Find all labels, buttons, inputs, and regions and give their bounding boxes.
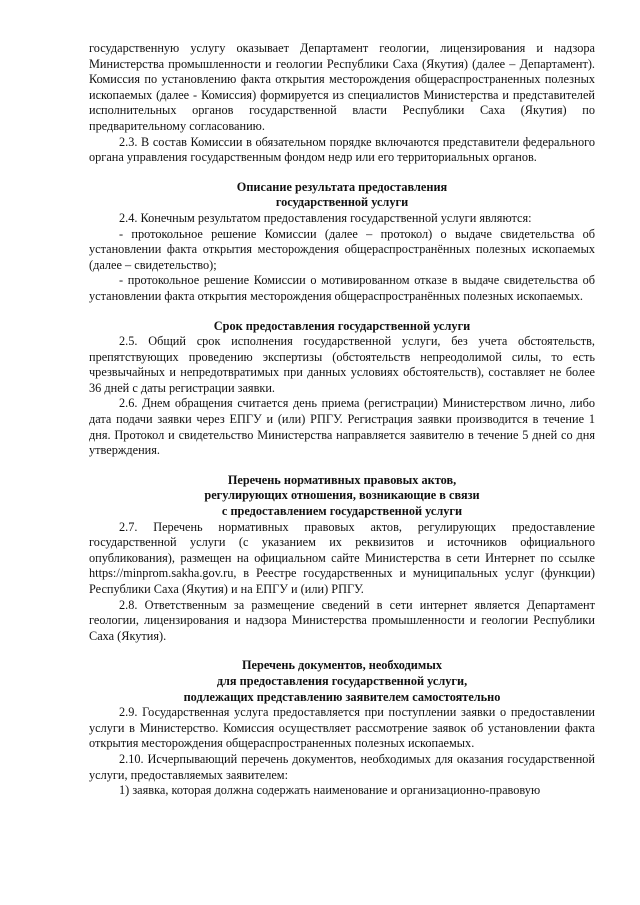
result-item-2: - протокольное решение Комиссии о мотивированном отказе в выдаче свидетельства об установлении факта открытия месторождения общераспространённых полезных ископаемых. (89, 273, 595, 303)
intro-paragraph: государственную услугу оказывает Департамент геологии, лицензирования и надзора Министерства промышленности и геологии Республики Саха (Якутия) (далее – Департамент). Комиссия по установлению факта открытия месторождения общераспространенных полезных ископаемых (далее - Комиссия) формируется из специалистов Министерства и представителей исполнительных органов государственной власти Республики Саха (Якутия) по предварительному согласованию. (89, 41, 595, 133)
result-item-1: - протокольное решение Комиссии (далее – протокол) о выдаче свидетельства об установлении факта открытия месторождения общераспространённых полезных ископаемых (далее – свидетельство); (89, 226, 595, 272)
paragraph-2-5: 2.5. Общий срок исполнения государственной услуги, без учета обстоятельств, препятствующих проведению экспертизы (обстоятельств непреодолимой силы, то есть чрезвычайных и непредотвратимых при данных условиях обстоятельств), составляет не более 36 дней с даты регистрации заявки. (89, 334, 595, 395)
section-result-heading-line2: государственной услуги (275, 195, 409, 210)
section-docs-heading-line2: для предоставления государственной услуги, (216, 673, 468, 688)
section-result-heading-line1: Описание результата предоставления (236, 179, 448, 194)
paragraph-2-3: 2.3. В состав Комиссии в обязательном порядке включаются представители федерального органа управления государственным фондом недр или его территориальных органов. (89, 134, 595, 165)
section-result (89, 180, 595, 305)
section-acts-heading-line1: Перечень нормативных правовых актов, (227, 472, 457, 487)
section-term (89, 319, 595, 459)
paragraph-2-6: 2.6. Днем обращения считается день приема (регистрации) Министерством лично, либо дата подачи заявки через ЕПГУ и (или) РПГУ. Регистрация заявки производится в течение 1 дня. Протокол и свидетельство Министерства направляется заявителю в течение 5 дней со дня утверждения. (89, 396, 595, 458)
section-docs-heading-line3: подлежащих представлению заявителем самостоятельно (183, 689, 501, 704)
paragraph-2-9: 2.9. Государственная услуга предоставляется при поступлении заявки о предоставлении услуги в Министерство. Комиссия осуществляет рассмотрение заявок об установлении факта открытия месторождения общераспространенных полезных ископаемых. (89, 705, 595, 751)
section-acts-heading-line3: с предоставлением государственной услуги (221, 504, 463, 519)
paragraph-2-7: 2.7. Перечень нормативных правовых актов, регулирующих предоставление государственной услуги (с указанием их реквизитов и источников официального опубликования), размещен на официальном сайте Министерства в сети Интернет по ссылке https://minprom.sakha.gov.ru, в Реестре государственных и муниципальных услуг (функции) Республики Саха (Якутия) и на ЕПГУ и (или) РПГУ. (89, 519, 595, 596)
docs-item-1: 1) заявка, которая должна содержать наименование и организационно-правовую (119, 783, 541, 798)
paragraph-2-10: 2.10. Исчерпывающий перечень документов, необходимых для оказания государственной услуги, предоставляемых заявителем: (89, 751, 595, 782)
section-acts (89, 473, 595, 645)
section-docs (89, 658, 595, 798)
paragraph-2-4: 2.4. Конечным результатом предоставления государственной услуги являются: (119, 210, 532, 225)
section-acts-heading-line2: регулирующих отношения, возникающие в связи (204, 488, 480, 503)
document-page (89, 41, 595, 799)
section-docs-heading-line1: Перечень документов, необходимых (241, 658, 443, 673)
section-term-heading: Срок предоставления государственной услуги (213, 318, 471, 333)
paragraph-2-8: 2.8. Ответственным за размещение сведений в сети интернет является Департамент геологии, лицензирования и надзора Министерства промышленности и геологии Республики Саха (Якутия). (89, 597, 595, 643)
